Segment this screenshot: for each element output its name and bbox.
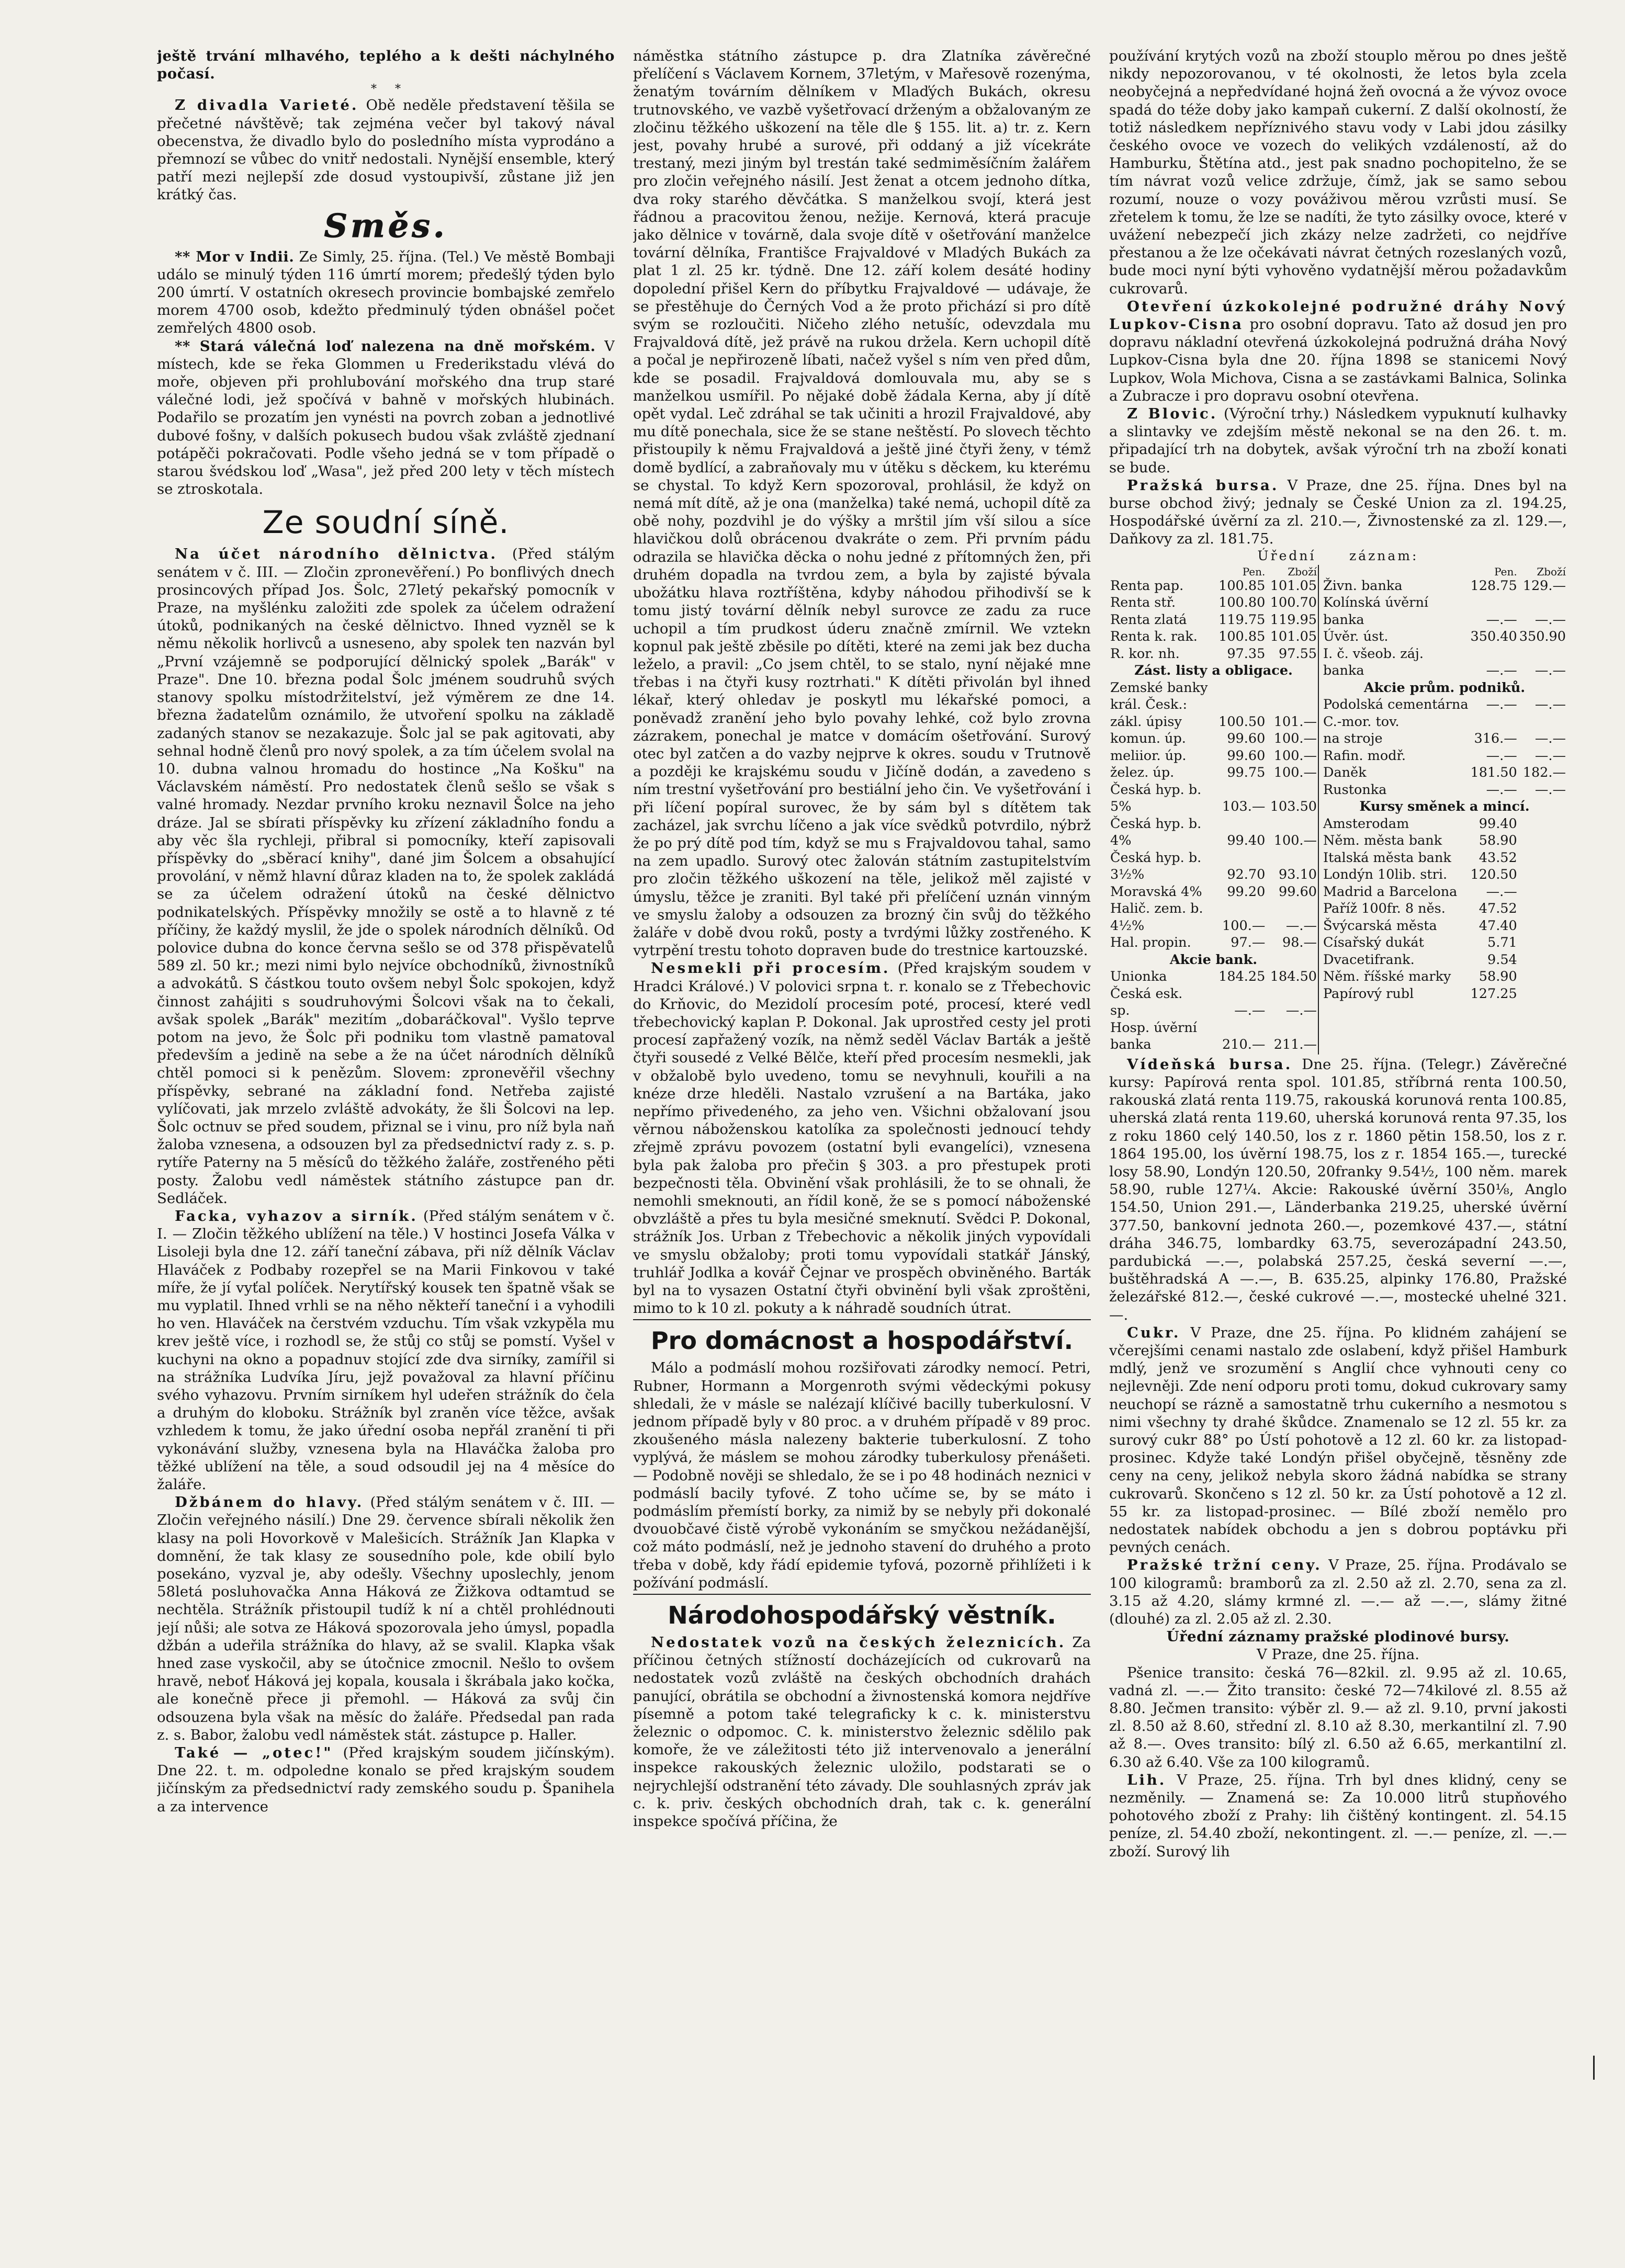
table-row <box>1322 832 1567 849</box>
table-cell-label: banka <box>1110 1037 1152 1053</box>
table-row <box>1322 764 1567 781</box>
table-cell-label: Paříž 100fr. 8 něs. <box>1323 901 1446 917</box>
table-row <box>1322 662 1567 679</box>
table-cell-label: král. Česk.: <box>1110 697 1188 713</box>
table-cell-label: meliior. úp. <box>1110 747 1187 764</box>
table-row <box>1109 713 1318 731</box>
table-cell-value: —.— <box>1534 781 1566 798</box>
table-row <box>1109 883 1318 901</box>
table-cell-value: 99.40 <box>1479 815 1517 832</box>
table-cell-label: 4% <box>1110 833 1132 849</box>
table-cell-value <box>1215 849 1267 867</box>
table-cell-value: —.— <box>1486 663 1517 679</box>
table-row <box>1109 764 1318 781</box>
table-cell-value: 100.50 <box>1218 713 1266 730</box>
table-row <box>1322 815 1567 833</box>
table-cell-label: 4½% <box>1110 917 1145 934</box>
table-cell-value: 99.60 <box>1227 747 1266 764</box>
table-cell-value: 129.— <box>1522 577 1566 594</box>
table-cell-label: Česká esk. <box>1110 985 1183 1002</box>
table-cell-label: I. č. všeob. záj. <box>1323 645 1424 662</box>
table-row <box>1322 713 1567 731</box>
table-cell-value: 316.— <box>1474 731 1517 747</box>
table-cell-label: Zemské banky <box>1110 679 1208 696</box>
table-cell-value <box>1266 696 1318 713</box>
article-court-2: Facka, vyhazov a sirník. (Před stálým senátem v č. I. — Zločin těžkého ublížení na těle.) V hostinci Josefa Válka v Lisoleji byla dne 12. září taneční zábava, při níž dělník Václav Hlaváček z Podbaby rozepřel se na Marii Finkovou v také míře, že jí vyťal políček. Nerytířský kousek ten špatně však se mu vyplatil. Ihned vrhli se na něho někteří taneční i a vyhodili ho ven. Hlaváček na čerstvém vzduchu. Tím však vzkypěla mu krev ještě více, i rozhodl se, že stůj co stůj se pomstí. Vyšel v kuchyni na okno a popadnuv stojící zde dva sirníky, zamířil si na strážníka Ludvíka Jíru, jejž považoval za hlavní příčinu svého vyhazovu. Prvním sirníkem hyl udeřen strážník do čela a druhým do kloboku. Strážník byl zraněn více těžce, avšak vzhledem k tomu, že jako úřední osoba nepřál zranění ti při vykonávání služby, vznesena byla na Hlaváčka žaloba pro těžké ublížení na těle, a soud odsoudil jej na 4 měsíce do žaláře. <box>157 1207 615 1493</box>
table-row <box>1109 798 1318 815</box>
table-row <box>1109 1002 1318 1019</box>
table-row <box>1322 866 1567 883</box>
table-cell-value: 58.90 <box>1479 833 1517 849</box>
table-cell-value: 99.75 <box>1227 765 1266 781</box>
table-row <box>1109 968 1318 985</box>
table-cell-value: 184.25 <box>1218 969 1266 985</box>
table-cell-value: —.— <box>1486 611 1517 628</box>
table-row <box>1322 696 1567 713</box>
table-row <box>1322 951 1567 969</box>
table-cell-value: —.— <box>1486 781 1517 798</box>
table-cell-label: R. kor. nh. <box>1110 645 1180 662</box>
table-row <box>1322 883 1567 901</box>
table-row <box>1322 900 1567 917</box>
bursa-table <box>1109 565 1567 1054</box>
table-row <box>1109 1036 1318 1053</box>
table-cell-label: banka <box>1323 663 1364 679</box>
table-cell-label: 3½% <box>1110 867 1145 883</box>
table-cell-value: 210.— <box>1222 1037 1266 1053</box>
table-row <box>1322 577 1567 595</box>
table-cell-value <box>1470 594 1518 611</box>
article-vozy-cont: používání krytých vozů na zboží stouplo měrou po dnes ještě nikdy nepozorovanou, v té okolnosti, že letos byla zcela neobyčejná a nepředvídané hojná žeň ovocná a že vývoz ovoce spadá do téže doby jako kampaň cukerní. Z další okolností, že totiž následkem nepříznivého stavu vody v Labi jdou zásilky českého ovoce ve vozech do velikých vzdáleností, až do Hamburku, Štětína atd., jest pak snadno pochopitelno, že se tím návrat vozů velice zdržuje, čímž, jak se samo sebou rozumí, nouze o vozy pováživou měrou vzrůsti musí. Se zřetelem k tomu, že lze se nadíti, že tyto zásilky ovoce, které v uvážení nebezpečí jich zkázy nelze zadržeti, co nejdříve přestanou a že lze očekávati návrat četných rozeslaných vozů, bude moci nyní býti vyhověno vydatnější měrou požadavkům cukrovarů. <box>1109 48 1567 297</box>
table-cell-value <box>1266 1019 1318 1037</box>
table-cell-label: Česká hyp. b. <box>1110 849 1202 866</box>
table-cell-value: 182.— <box>1522 765 1566 781</box>
table-cell-label: Česká hyp. b. <box>1110 815 1202 832</box>
table-cell-value: 47.52 <box>1479 901 1517 917</box>
table-cell-value: 99.60 <box>1227 731 1266 747</box>
article-lih: Lih. V Praze, 25. října. Trh byl dnes klidný, ceny se nezměnily. — Znamená se: Za 10.000 litrů stupňového pohotového zboží z Prahy: lih čištěný kontingent. zl. 54.15 peníze, zl. 54.40 zboží, nekontingent. zl. —.— peníze, zl. —.— zboží. Surový lih <box>1109 1771 1567 1860</box>
table-cell-value: 119.75 <box>1218 611 1266 628</box>
article-court-5: Nesmekli při procesím. (Před krajským soudem v Hradci Králové.) V polovici srpna t. r. konalo se z Třebechovic do Krňovic, do Mezidolí procesím poté, procesí, které vedl třebechovický kaplan P. Dokonal. Jak uprostřed cesty jel proti procesí zapřažený vozík, na němž seděl Václav Barták a ještě čtyři sousedé z Velké Bělče, kteří před procesím nesmekli, jak v obžalobě bylo uvedeno, tomu se nevyhnuli, kouřili a na knéze drze hleděli. Nastalo vzrušení a na Bartáka, jako nepřímo přivedeného, za jeho ven. Všichni obžalovaní jsou věrnou náboženskou katolíka za společnosti jednoucí tehdy zřejmě zprávu povozem (ostatní byli evangelíci), vznesena byla pak žaloba pro přečin § 303. a pro přestupek proti bezpečnosti těla. Obvinění však prohlásili, že to se ohnali, že nemohli smeknouti, an řídil koně, že se s pomocí náboženské obvzláště a přes tu byla mesičné smeknutí. Svědci P. Dokonal, strážník Jos. Urban z Třebechovic a několik jiných vypovídali ve smyslu obžaloby; proti tomu vypovídali statkář Jánský, truhlář Jodlka a kovář Čejnar ve prospěch obviněného. Barták byl na to vysazen Ostatní čtyři obvinění byli však zproštěni, mimo to k 10 zl. pokuty a k náhradě soudních útrat. <box>633 960 1091 1317</box>
article-plodiny: Pšenice transito: česká 76—82kil. zl. 9.95 až zl. 10.65, vadná zl. —.— Žito transito: české 72—74kilové zl. 8.55 až 8.80. Ječmen transito: výběr zl. 9.— až zl. 9.10, první jakosti zl. 8.50 až 8.60, střední zl. 8.10 až 8.30, merkantilní zl. 7.90 až 8.—. Oves transito: bílý zl. 6.50 až 6.65, merkantilní zl. 6.30 až 6.40. Vše za 100 kilogramů. <box>1109 1664 1567 1771</box>
table-cell-value: —.— <box>1534 697 1566 713</box>
table-cell-label: Hal. propin. <box>1110 935 1191 951</box>
table-row <box>1322 645 1567 663</box>
table-cell-value <box>1470 645 1518 663</box>
table-cell-label: Česká hyp. b. <box>1110 781 1202 798</box>
bursa-left-table: Pen. Zboží Renta pap. 100.85 101.05 Renta stř. 100.80 100.70 Renta zlatá 119.75 119.95 Renta k. rak. 100.85 101.05 R. kor. nh. 97.35 97.55 Zást. listy a obligace. Zemské banky král. Česk.: zákl. úpisy 100.50 101.— komun. úp. 99.60 100.— meliior. úp. 99.60 100.— želez. úp. 99.75 100.— Česká hyp. b. 5% 103.— 103.50 Česká hyp. b. 4% 99.40 100.— Česká hyp. b. 3½% 92.70 93.10 Moravská 4% 99.20 99.60 Halič. zem. b. 4½% 100.— —.— Hal. propin. 97.— 98.— Akcie bank. Unionka 184.25 184.50 Česká esk. sp. —.— —.— Hosp. úvěrní banka 210.— 211.— <box>1110 565 1317 1053</box>
table-cell-value: 99.20 <box>1227 883 1266 900</box>
table-cell-label: Rustonka <box>1323 781 1387 798</box>
column-1: ještě trvání mlhavého, teplého a k dešti náchylného počasí. * * Z divadla Varieté. Obě neděle představení těšila se přečetné návštěvě; tak zejména večer byl takový nával obecenstva, že divadlo bylo do posledního místa vyprodáno a přemnozí se vůbec do vnitř nedostali. Nynější ensemble, který patří mezi nejlepší zde dosud vystoupivší, zůstane již jen krátký čas. Směs. ** Mor v Indii. Ze Simly, 25. října. (Tel.) Ve městě Bombaji událo se minulý týden 116 úmrtí morem; předešlý týden bylo 200 úmrtí. V ostatních okresech provincie bombajské zemřelo morem 4700 osob, kdežto předminulý týden obnášel počet zemřelých 4800 osob. ** Stará válečná loď nalezena na dně mořském. V místech, kde se řeka Glommen u Frederikstadu vlévá do moře, objeven při prohlubování mořského dna trup staré válečné lodi, jež spočívá v bahně v mořských hlubinách. Podařilo se prozatím jen vynésti na povrch zoban a jednotlivé dubové fošny, v dalších pokusech budou však zvláště zjednaní potápěči pokračovati. Podle všeho jedná se v tom případě o starou švédskou loď „Wasa", jež před 200 lety v těch místech se ztroskotala. Ze soudní síně. Na účet národního dělnictva. (Před stálým senátem v č. III. — Zločin zpronevěření.) Po bonflivých dnech prosincových případ Jos. Šolc, 27letý pekařský pomocník v Praze, na myšlénku založiti zde spolek za účelem odražení útoků, podnikaných na české dělnictvo. Ihned vyzněl se k němu několik horlivců a usneseno, aby spolek ten nazván byl „První vzájemně se podporující dělnický spolek „Barák" v Praze". Dne 10. března podal Šolc jménem soudruhů svých stanovy spolku místodržitelství, jež výměrem ze dne 14. března žadatelům oznámilo, že utvoření spolku na základě zadaných stanov se nezakazuje. Šolc jal se pak agitovati, aby sehnal hodně členů pro nový spolek, a za tím účelem svolal na 10. dubna valnou hromadu do hostince „Na Košku" na Václavském náměstí. Pro nedostatek členů sešlo se však s valné hromady. Nezdar prvního kroku neznavil Šolce na jeho dráze. Jal se sbírati příspěvky ku zřízení základního fondu a aby věc šla rychleji, přibral si pomocníky, kteří zapisovali příspěvky do „sběrací knihy", dané jim Šolcem a obsahující provolání, v němž hlavní důraz kladen na to, že spolek zakládá se za účelem odražení útoků na české dělnictvo podnikatelských. Příspěvky množily se ostě a to hlavně z té příčiny, že každý myslil, že jde o spolek národních dělníků. Od polovice dubna do konce června sešlo se od 378 přispěvatelů 589 zl. 50 kr.; mezi nimi bylo nejvíce obchodníků, živnostníků a advokátů. S částkou touto ovšem nebyl Šolc spokojen, když činnost zahájiti s soudruhovými Šolcovi však na to čekali, avšak spolek „Barák" mezitím „dobaráčkoval". Vyšlo teprve potom na jevo, že Šolc při podniku tom vlastně pamatoval především a jedině na sebe a že na účet národních dělníků chtěl pomoci si k penězům. Slovem: zpronevěřil všechny příspěvky, sebrané na základní fond. Netřeba zajisté vylíčovati, jak mrzelo zvláště advokáty, že šli Šolcovi na lep. Šolc octnuv se před soudem, přiznal se i vinu, pro níž byla naň žaloba vznesena, a odsouzen byl za předsednictví rady z. s. p. rytíře Paterny na 5 měsíců do těžkého žaláře, zostřeného pěti posty. Žalobu vedl náměstek státního zástupce pan dr. Sedláček. Facka, vyhazov a sirník. (Před stálým senátem v č. I. — Zločin těžkého ublížení na těle.) V hostinci Josefa Válka v Lisoleji byla dne 12. září taneční zábava, při níž dělník Václav Hlaváček z Podbaby rozepřel se na Marii Finkovou v také míře, že jí vyťal políček. Nerytířský kousek ten špatně však se mu vyplatil. Ihned vrhli se na něho někteří taneční i a vyhodili ho ven. Hlaváček na čerstvém vzduchu. Tím však vzkypěla mu krev ještě více, i rozhodl se, že stůj co stůj se pomstí. Vyšel v kuchyni na okno a popadnuv stojící zde dva sirníky, zamířil si na strážníka Ludvíka Jíru, jejž považoval za hlavní příčinu svého vyhazovu. Prvním sirníkem hyl udeřen strážník do čela a druhým do kloboku. Strážník byl zraněn více těžce, avšak vzhledem k tomu, že jako úřední osoba nepřál zranění ti při vykonávání služby, vznesena byla na Hlaváčka žaloba pro těžké ublížení na těle, a soud odsoudil jej na 4 měsíce do žaláře. Džbánem do hlavy. (Před stálým senátem v č. III. — Zločin veřejného násilí.) Dne 29. července sbírali několik žen klasy na poli Hovorkově v Malešicích. Strážník Jan Klapka v domnění, že tak klasy ze sousedního pole, kde obilí bylo posekáno, vyzval je, aby odešly. Všechny uposlechly, jenom 58letá posluhovačka Anna Háková ze Žižkova odtamtud se nechtěla. Strážník přistoupil tudíž k ní a chtěl prohlédnouti její nůši; ale sotva ze Háková spozorovala jeho úmysl, popadla džbán a udeřila strážníka do hlavy, až se svalil. Klapka však hned zase vyskočil, aby se útočnice zmocnil. Nešlo to ovšem hravě, neboť Háková jej kopala, kousala i škrábala jako kočka, ale konečně přece ji přemohl. — Háková za svůj čin odsouzena byla však na měsíc do žaláře. Předsedal pan rada z. s. Babor, žalobu vedl náměstek stát. zástupce p. Haller. Také — „otec!" (Před krajským soudem jičínským). Dne 22. t. m. odpoledne konalo se před krajským soudem jičínským za předsednictví rady zemského soudu p. Španihela a za intervence <box>157 48 615 1815</box>
table-row <box>1322 747 1567 765</box>
table-cell-value: 43.52 <box>1479 849 1517 866</box>
section-heading-smes: Směs. <box>324 206 448 245</box>
table-row <box>1109 747 1318 765</box>
table-row <box>1109 679 1318 697</box>
table-cell-value: —.— <box>1534 663 1566 679</box>
article-blovice: Z Blovic. (Výroční trhy.) Následkem vypuknutí kulhavky a slintavky ve zdejším městě nekonal se na den 26. t. m. připadající trh na dobytek, avšak výroční trh na zboží konati se bude. <box>1109 405 1567 476</box>
table-cell-value <box>1266 679 1318 697</box>
table-cell-label: Renta zlatá <box>1110 611 1187 628</box>
table-row <box>1109 849 1318 867</box>
table-cell-value: 93.10 <box>1279 867 1317 883</box>
table-cell-label: banka <box>1323 611 1364 628</box>
article-trh: Pražské tržní ceny. V Praze, 25. října. Prodávalo se 100 kilogramů: bramborů za zl. 2.50 až zl. 2.70, sena za zl. 3.15 až 4.20, slámy krmné zl. —.— až —.—, slámy žitné (dlouhé) za zl. 2.05 až zl. 2.30. <box>1109 1557 1567 1627</box>
article-variete: Z divadla Varieté. Obě neděle představení těšila se přečetné návštěvě; tak zejména večer byl takový nával obecenstva, že divadlo bylo do posledního místa vyprodáno a přemnozí se vůbec do vnitř nedostali. Nynější ensemble, který patří mezi nejlepší zde dosud vystoupivší, zůstane již jen krátký čas. <box>157 97 615 203</box>
table-row <box>1109 577 1318 595</box>
table-cell-label: Něm. říšské marky <box>1323 969 1451 985</box>
table-cell-label: Moravská 4% <box>1110 883 1202 900</box>
table-cell-value: 103.— <box>1222 799 1266 815</box>
table-cell-label: Kolínská úvěrní <box>1323 595 1429 611</box>
table-cell-value: —.— <box>1486 883 1517 900</box>
table-row <box>1109 611 1318 629</box>
table-row <box>1109 934 1318 951</box>
table-row <box>1109 866 1318 883</box>
table-cell-label: Amsterodam <box>1323 815 1409 832</box>
table-cell-value: 97.55 <box>1279 645 1317 662</box>
article-draha: Otevření úzkokolejné podružné dráhy Nový Lupkov-Cisna pro osobní dopravu. Tato až dosud jen pro dopravu nákladní otevřená úzkokolejná podružná dráha Nový Lupkov-Cisna byla dne 20. října 1898 se stanicemi Nový Lupkov, Wola Michova, Cisna a se zastávkami Balnica, Solinka a Zubracze i pro dopravu osobní otevřena. <box>1109 298 1567 404</box>
table-cell-value: 100.— <box>1222 917 1266 934</box>
article-court-1: Na účet národního dělnictva. (Před stálým senátem v č. III. — Zločin zpronevěření.) Po bonflivých dnech prosincových případ Jos. Šolc, 27letý pekařský pomocník v Praze, na myšlénku založiti zde spolek za účelem odražení útoků, podnikaných na české dělnictvo. Ihned vyzněl se k němu několik horlivců a usneseno, aby spolek ten nazván byl „První vzájemně se podporující dělnický spolek „Barák" v Praze". Dne 10. března podal Šolc jménem soudruhů svých stanovy spolku místodržitelství, jež výměrem ze dne 14. března žadatelům oznámilo, že utvoření spolku na základě zadaných stanov se nezakazuje. Šolc jal se pak agitovati, aby sehnal hodně členů pro nový spolek, a za tím účelem svolal na 10. dubna valnou hromadu do hostince „Na Košku" na Václavském náměstí. Pro nedostatek členů sešlo se však s valné hromady. Nezdar prvního kroku neznavil Šolce na jeho dráze. Jal se sbírati příspěvky ku zřízení základního fondu a aby věc šla rychleji, přibral si pomocníky, kteří zapisovali příspěvky do „sběrací knihy", dané jim Šolcem a obsahující provolání, v němž hlavní důraz kladen na to, že spolek zakládá se za účelem odražení útoků na české dělnictvo podnikatelských. Příspěvky množily se ostě a to hlavně z té příčiny, že každý myslil, že jde o spolek národních dělníků. Od polovice dubna do konce června sešlo se od 378 přispěvatelů 589 zl. 50 kr.; mezi nimi bylo nejvíce obchodníků, živnostníků a advokátů. S částkou touto ovšem nebyl Šolc spokojen, když činnost zahájiti s soudruhovými Šolcovi však na to čekali, avšak spolek „Barák" mezitím „dobaráčkoval". Vyšlo teprve potom na jevo, že Šolc při podniku tom vlastně pamatoval především a jedině na sebe a že na účet národních dělníků chtěl pomoci si k penězům. Slovem: zpronevěřil všechny příspěvky, sebrané na základní fond. Netřeba zajisté vylíčovati, jak mrzelo zvláště advokáty, že šli Šolcovi na lep. Šolc octnuv se před soudem, přiznal se i vinu, pro níž byla naň žaloba vznesena, a odsouzen byl za předsednictví rady z. s. p. rytíře Paterny na 5 měsíců do těžkého žaláře, zostřeného pěti posty. Žalobu vedl náměstek státního zástupce pan dr. Sedláček. <box>157 546 615 1207</box>
table-cell-label: Hosp. úvěrní <box>1110 1019 1197 1036</box>
bursa-right-table: Pen. Zboží Živn. banka 128.75 129.— Kolínská úvěrní banka —.— —.— Úvěr. úst. 350.40 350.90 I. č. všeob. záj. banka —.— —.— Akcie prům. podniků. Podolská cementárna —.— —.— C.-mor. tov. na stroje 316.— —.— Rafin. modř. —.— —.— Daněk 181.50 182.— Rustonka —.— —.— Kursy směnek a mincí. Amsterodam 99.40 Něm. města bank 58.90 Italská města bank 43.52 Londýn 10lib. stri. 120.50 Madrid a Barcelona —.— Paříž 100fr. 8 něs. 47.52 Švýcarská města 47.40 Císařský dukát 5.71 Dvacetifrank. 9.54 Něm. říšské marky 58.90 Papírový rubl 127.25 <box>1323 565 1566 1002</box>
table-cell-value: 58.90 <box>1479 969 1517 985</box>
table-row <box>1109 832 1318 849</box>
table-cell-value: 128.75 <box>1470 577 1517 594</box>
table-cell-value: —.— <box>1534 731 1566 747</box>
table-cell-value: 127.25 <box>1470 985 1517 1002</box>
table-cell-label: 5% <box>1110 799 1132 815</box>
table-cell-value: 350.40 <box>1470 629 1517 645</box>
article-vozy: Nedostatek vozů na českých železnicích. Za příčinou četných stížností docházejících od cukrovarů na nedostatek vozů zvláště na českých obchodních drahách panující, obrátila se obchodní a živnostenská komora nejdříve písemně a potom také telegraficky k c. k. ministerstvu železnic o odpomoc. C. k. ministerstvo železnic sdělilo pak komoře, že ve záležitosti této již intervenovalo a jenerální inspekce rakouských železnic uložilo, podstarati se o nejrychlejší odstranění této závady. Dle souhlasných zpráv jak c. k. priv. českých obchodních drah, tak c. k. generální inspekce spočívá příčina, že <box>633 1634 1091 1830</box>
table-cell-value: 100.— <box>1273 747 1317 764</box>
table-cell-value <box>1518 594 1567 611</box>
section-heading-soud: Ze soudní síně. <box>262 504 510 541</box>
table-cell-label: Renta stř. <box>1110 595 1176 611</box>
table-cell-value: 101.05 <box>1270 629 1317 645</box>
table-row <box>1109 594 1318 611</box>
table-row <box>1109 1019 1318 1037</box>
table-cell-value: 98.— <box>1282 935 1317 951</box>
table-cell-value: 119.95 <box>1270 611 1317 628</box>
table-row <box>1322 917 1567 935</box>
table-row <box>1109 815 1318 833</box>
table-cell-value: —.— <box>1486 697 1517 713</box>
table-row <box>1109 917 1318 935</box>
table-row <box>1322 985 1567 1003</box>
table-cell-value: 92.70 <box>1227 867 1266 883</box>
table-cell-value <box>1266 900 1318 917</box>
table-cell-label: želez. úp. <box>1110 765 1175 781</box>
column-3: používání krytých vozů na zboží stouplo měrou po dnes ještě nikdy nepozorovanou, v té okolnosti, že letos byla zcela neobyčejná a nepředvídané hojná žeň ovocná a že vývoz ovoce spadá do téže doby jako kampaň cukerní. Z další okolností, že totiž následkem nepříznivého stavu vody v Labi jdou zásilky českého ovoce ve vozech do velikých vzdáleností, až do Hamburku, Štětína atd., jest pak snadno pochopitelno, že se tím návrat vozů velice zdržuje, čímž, jak se samo sebou rozumí, nouze o vozy pováživou měrou vzrůsti musí. Se zřetelem k tomu, že lze se nadíti, že tyto zásilky ovoce, které v uvážení nebezpečí jich zkázy nelze zadržeti, co nejdříve přestanou a že lze očekávati návrat četných rozeslaných vozů, bude moci nyní býti vyhověno vydatnější měrou požadavkům cukrovarů. Otevření úzkokolejné podružné dráhy Nový Lupkov-Cisna pro osobní dopravu. Tato až dosud jen pro dopravu nákladní otevřená úzkokolejná podružná dráha Nový Lupkov-Cisna byla dne 20. října 1898 se stanicemi Nový Lupkov, Wola Michova, Cisna a se zastávkami Balnica, Solinka a Zubracze i pro dopravu osobní otevřena. Z Blovic. (Výroční trhy.) Následkem vypuknutí kulhavky a slintavky ve zdejším městě nekonal se na den 26. t. m. připadající trh na dobytek, avšak výroční trh na zboží konati se bude. Pražská bursa. V Praze, dne 25. října. Dnes byl na burse obchod živý; jednaly se České Union za zl. 194.25, Hospodářské úvěrní za zl. 210.—, Živnostenské za zl. 129.—, Daňkovy za zl. 181.75. Úřední záznam: Pen. Zboží Renta pap. 100.85 101.05 Renta stř. 100.80 100.70 Renta zlatá 119.75 119.95 Renta k. rak. 100.85 101.05 R. kor. nh. 97.35 97.55 Zást. listy a obligace. Zemské banky král. Česk.: zákl. úpisy 100.50 101.— komun. úp. 99.60 100.— meliior. úp. 99.60 100.— želez. úp. 99.75 100.— Česká hyp. b. 5% 103.— 103.50 Česká hyp. b. 4% 99.40 100.— Česká hyp. b. 3½% 92.70 93.10 Moravská 4% 99.20 99.60 Halič. zem. b. 4½% 100.— —.— Hal. propin. 97.— 98.— Akcie bank. Unionka 184.25 184.50 Česká esk. sp. —.— —.— Hosp. úvěrní banka 210.— 211.— Pen. Zboží Živn. banka 128.75 129.— Kolínská úvěrní banka —.— —.— Úvěr. úst. 350.40 350.90 I. č. všeob. záj. banka —.— —.— Akcie prům. podniků. Podolská cementárna —.— —.— C.-mor. tov. na stroje 316.— —.— Rafin. modř. —.— —.— Daněk 181.50 182.— Rustonka —.— —.— Kursy směnek a mincí. Amsterodam 99.40 Něm. města bank 58.90 Italská města bank 43.52 Londýn 10lib. stri. 120.50 Madrid a Barcelona —.— Paříž 100fr. 8 něs. 47.52 Švýcarská města 47.40 Císařský dukát 5.71 Dvacetifrank. 9.54 Něm. říšské marky 58.90 Papírový rubl 127.25 Vídeňská bursa. Dne 25. října. (Telegr.) Závěrečné kursy: Papírová renta spol. 101.85, stříbrná renta 100.50, rakouská zlatá renta 119.75, rakouská korunová renta 100.85, uherská zlatá renta 119.60, uherská korunová renta 97.35, los z roku 1860 celý 140.50, los z r. 1860 pětin 158.50, los z r. 1864 195.00, los úvěrní 198.75, los z r. 1854 165.—, turecké losy 58.90, Londýn 120.50, 20franky 9.54½, 100 něm. marek 58.90, ruble 127¼. Akcie: Rakouské úvěrní 350⅛, Anglo 154.50, Union 291.—, Länderbanka 219.25, uherské úvěrní 377.50, bankovní jednota 260.—, pozemkové 437.—, státní dráha 346.75, lombardky 63.75, severozápadní 243.50, pardubická —.—, polabská 257.25, česká severní —.—, buštěhradská A —.—, B. 635.25, alpinky 176.80, Pražské železářské 812.—, české cukrové —.—, mostecké uhelné 321.—. Cukr. V Praze, dne 25. října. Po klidném zahájení se včerejšími cenami nastalo zde oslabení, když přišel Hamburk mdlý, jenž ve srozumění s Anglií chce vyhnouti ceny co nejlevněji. Zde není odporu proti tomu, dokud cukrovary samy neuchopí se rázně a samostatně trhu cukerního a nesmotou s nimi všechny ty drahé škůdce. Znamenalo se 12 zl. 55 kr. za surový cukr 88° po Ústí pohotově a 12 zl. 60 kr. za listopad-prosinec. Kdyže také Londýn přišel obyčejně, těsněny zde ceny na ceny, jelikož nebyla skoro žádná nabídka se strany cukrovarů. Skončeno s 12 zl. 50 kr. za Ústí pohotově a 12 zl. 55 kr. za listopad-prosinec. — Bílé zboží nemělo pro nedostatek nabídek obchodu a jen s dobrou poptávku při pevných cenách. Pražské tržní ceny. V Praze, 25. října. Prodávalo se 100 kilogramů: bramborů za zl. 2.50 až zl. 2.70, sena za zl. 3.15 až 4.20, slámy krmné zl. —.— až —.—, slámy žitné (dlouhé) za zl. 2.05 až zl. 2.30. Úřední záznamy pražské plodinové bursy. V Praze, dne 25. října. Pšenice transito: česká 76—82kil. zl. 9.95 až zl. 10.65, vadná zl. —.— Žito transito: české 72—74kilové zl. 8.55 až 8.80. Ječmen transito: výběr zl. 9.— až zl. 9.10, první jakosti zl. 8.50 až 8.60, střední zl. 8.10 až 8.30, merkantilní zl. 7.90 až 8.—. Oves transito: bílý zl. 6.50 až 6.65, merkantilní zl. 6.30 až 6.40. Vše za 100 kilogramů. Lih. V Praze, 25. října. Trh byl dnes klidný, ceny se nezměnily. — Znamená se: Za 10.000 litrů stupňového pohotového zboží z Prahy: lih čištěný kontingent. zl. 54.15 peníze, zl. 54.40 zboží, nekontingent. zl. —.— peníze, zl. —.— zboží. Surový lih <box>1109 47 1567 2223</box>
table-cell-value <box>1215 781 1267 799</box>
table-cell-label: Něm. města bank <box>1323 833 1442 849</box>
table-cell-value: 101.05 <box>1270 577 1317 594</box>
table-cell-label: Italská města bank <box>1323 849 1451 866</box>
article-mor: ** Mor v Indii. Ze Simly, 25. října. (Tel.) Ve městě Bombaji událo se minulý týden 116 úmrtí morem; předešlý týden bylo 200 úmrtí. V ostatních okresech provincie bombajské zemřelo morem 4700 osob, kdežto předminulý týden obnášel počet zemřelých 4800 osob. <box>157 248 615 337</box>
table-row <box>1322 611 1567 629</box>
table-cell-label: zákl. úpisy <box>1110 713 1182 730</box>
article-court-4-cont: náměstka státního zástupce p. dra Zlatníka závěrečné přelíčení s Václavem Kornem, 37letým, v Mařesově rozenýma, ženatým továrním dělníkem v Mlaďých Bukách, okresu trutnovského, ve vazbě vyšetřovací drženým a obžalovaným ze zločinu těžkého uškození na těle dle § 155. lit. a) tr. z. Kern jest, povahy hrubé a surové, při oddaný a již vícekráte trestaný, mezi jiným byl trestán také sedmiměsíčním žalářem pro zločin veřejného násilí. Jest ženat a otcem jednoho dítka, dva roky starého děvčátka. S manželkou svojí, která jest řádnou a pracovitou ženou, nežije. Kernová, která pracuje jako dělnice v továrně, dala svoje dítě v ošetřování manželce tovární dělníka, Františce Frajvaldové v Mladých Bukách za plat 1 zl. 25 kr. týdně. Dne 12. září kolem desáté hodiny dopolední přišel Kern do příbytku Frajvaldové — udávaje, že se přestěhuje do Černých Vod a že proto přichází si pro dítě svým se rozloučiti. Ničeho zlého netušíc, odevzdala mu Frajvaldová dítě, jež právě na rukou držela. Kern uchopil dítě a počal je nepřirozeně líbati, načež vyšel s ním ven před dům, kde se posadil. Frajvaldová domlouvala mu, aby se s manželkou usmířil. Po nějaké době žádala Kerna, aby jí dítě opět vydal. Leč zdráhal se tak učiniti a hrozil Frajvaldové, aby mu dítě ponechala, sice že se stane neštěstí. Po slovech těchto přistoupily k němu Frajvaldová a ještě jiné čtyři ženy, v témž domě bydlící, a zabraňovaly mu v útěku s děckem, ku kterému se chystal. To když Kern spozoroval, prohlásil, že když on nemá mít dítě, až je ona (manželka) také nemá, uchopil dítě za obě nohy, pozdvihl je do výšky a mrštil jím vší silou a síce hlavičkou dolů obrácenou dvakráte o zem. Při prvním pádu odrazila se hlavička děcka o nohu jedné z přítomných žen, při druhém dopadla na tvrdou zem, a byla by zajisté bývala ubožátku hlava roztříštěna, kdyby náhodou přihodivší se k tomu jistý tovární dělník nebyl surovce ze zadu za ruce uchopil a tím prudkost úderu značně zmírnil. We vztekn kopnul pak ještě zběsile po dítěti, které na zemi jak bez ducha leželo, a pravil: „Co jsem chtěl, to se stalo, nyní nějaké mne třebas i na čtyři kusy roztrhati." K dítěti přivolán byl ihned lékař, který ohledav je poskytl mu lékařské pomoci, a poněvadž zranění jeho bylo povahy lehké, což bylo zrovna zázrakem, ponechal je matce v domácím ošetřování. Surový otec byl zatčen a do vazby nejprve k okres. soudu v Trutnově a později ke krajskému soudu v Jičíně dodán, a zavedeno s ním trestní vyšetřování pro bestiální jeho čin. Ve vyšetřování i při líčení popíral surovec, že by sám byl s dítětem tak zacházel, jak svrchu líčeno a jak více svědků potvrdilo, nýbrž že po prý dítě pod tím, když se mu s Frajvaldovou tahal, samo na zem upadlo. Surový otec žalován státním zastupitelstvím pro zločin těžkého uškození na těle, jelikož měl zajisté v úmyslu, těžce je zraniti. Byl také při přelíčení uznán vinným ve smyslu žaloby a odsouzen za brozný čin svůj do těžkého žaláře v době dvou roků, posty a tvrdými lůžky zostřeného. K vytrpění trestu tohoto dopraven bude do trestnice kartouzské. <box>633 48 1091 959</box>
table-cell-value: —.— <box>1534 747 1566 764</box>
table-cell-value: 97.— <box>1231 935 1266 951</box>
table-cell-label: Unionka <box>1110 969 1167 985</box>
table-row <box>1322 934 1567 951</box>
table-row <box>1322 628 1567 645</box>
table-cell-value <box>1215 679 1267 697</box>
table-cell-label: sp. <box>1110 1003 1130 1019</box>
table-cell-label: na stroje <box>1323 731 1383 747</box>
page-edge-mark <box>1593 2056 1595 2080</box>
table-row <box>1322 968 1567 985</box>
table-cell-label: Podolská cementárna <box>1323 697 1469 713</box>
table-cell-label: Madrid a Barcelona <box>1323 883 1458 900</box>
table-cell-value <box>1215 696 1267 713</box>
table-cell-value <box>1215 985 1267 1003</box>
heading-plodiny: Úřední záznamy pražské plodinové bursy. <box>1166 1628 1510 1646</box>
table-cell-value: 99.60 <box>1279 883 1317 900</box>
column-2 <box>633 47 1091 2223</box>
table-cell-value <box>1215 1019 1267 1037</box>
table-cell-value: 103.50 <box>1270 799 1317 815</box>
table-cell-value: —.— <box>1234 1003 1266 1019</box>
table-row <box>1322 594 1567 611</box>
table-cell-value: 100.— <box>1273 731 1317 747</box>
table-cell-label: Renta pap. <box>1110 577 1184 594</box>
table-cell-value <box>1215 900 1267 917</box>
table-row <box>1322 849 1567 867</box>
table-cell-value: 100.80 <box>1218 595 1266 611</box>
table-cell-value: —.— <box>1285 917 1317 934</box>
table-cell-value: 100.— <box>1273 833 1317 849</box>
table-cell-value <box>1266 815 1318 833</box>
table-cell-value <box>1266 781 1318 799</box>
table-cell-label: C.-mor. tov. <box>1323 713 1400 730</box>
article-cukr: Cukr. V Praze, dne 25. října. Po klidném zahájení se včerejšími cenami nastalo zde oslabení, když přišel Hamburk mdlý, jenž ve srozumění s Anglií chce vyhnouti ceny co nejlevněji. Zde není odporu proti tomu, dokud cukrovary samy neuchopí se rázně a samostatně trhu cukerního a nesmotou s nimi všechny ty drahé škůdce. Znamenalo se 12 zl. 55 kr. za surový cukr 88° po Ústí pohotově a 12 zl. 60 kr. za listopad-prosinec. Kdyže také Londýn přišel obyčejně, těsněny zde ceny na ceny, jelikož nebyla skoro žádná nabídka se strany cukrovarů. Skončeno s 12 zl. 50 kr. za Ústí pohotově a 12 zl. 55 kr. za listopad-prosinec. — Bílé zboží nemělo pro nedostatek nabídek obchodu a jen s dobrou poptávku při pevných cenách. <box>1109 1324 1567 1556</box>
table-cell-label: Renta k. rak. <box>1110 629 1198 645</box>
table-cell-value: 99.40 <box>1227 833 1266 849</box>
table-cell-value <box>1215 815 1267 833</box>
table-cell-value: —.— <box>1534 611 1566 628</box>
table-cell-value: 211.— <box>1273 1037 1317 1053</box>
article-lod: ** Stará válečná loď nalezena na dně mořském. V místech, kde se řeka Glommen u Frederikstadu vlévá do moře, objeven při prohlubování mořského dna trup staré válečné lodi, jež spočívá v bahně v mořských hlubinách. Podařilo se prozatím jen vynésti na povrch zoban a jednotlivé dubové fošny, v dalších pokusech budou však zvláště zjednaní potápěči pokračovati. Podle všeho jedná se v tom případě o starou švédskou loď „Wasa", jež před 200 lety v těch místech se ztroskotala. <box>157 337 615 498</box>
table-cell-value: 97.35 <box>1227 645 1266 662</box>
table-row <box>1109 696 1318 713</box>
table-cell-value: —.— <box>1285 1003 1317 1019</box>
article-court-4: Také — „otec!" (Před krajským soudem jičínským). Dne 22. t. m. odpoledne konalo se před krajským soudem jičínským za předsednictví rady zemského soudu p. Španihela a za intervence <box>157 1744 615 1815</box>
table-cell-value: 100.— <box>1273 765 1317 781</box>
table-row <box>1109 645 1318 663</box>
table-cell-label: Papírový rubl <box>1323 985 1414 1002</box>
table-cell-label: Dvacetifrank. <box>1323 951 1415 968</box>
table-row <box>1109 900 1318 917</box>
table-cell-value: 47.40 <box>1479 917 1517 934</box>
table-cell-value: 9.54 <box>1487 951 1517 968</box>
article-court-3: Džbánem do hlavy. (Před stálým senátem v č. III. — Zločin veřejného násilí.) Dne 29. července sbírali několik žen klasy na poli Hovorkově v Malešicích. Strážník Jan Klapka v domnění, že tak klasy ze sousedního pole, kde obilí bylo posekáno, vyzval je, aby odešly. Všechny uposlechly, jenom 58letá posluhovačka Anna Háková ze Žižkova odtamtud se nechtěla. Strážník přistoupil tudíž k ní a chtěl prohlédnouti její nůši; ale sotva ze Háková spozorovala jeho úmysl, popadla džbán a udeřila strážníka do hlavy, až se svalil. Klapka však hned zase vyskočil, aby se útočnice zmocnil. Nešlo to ovšem hravě, neboť Háková jej kopala, kousala i škrábala jako kočka, ale konečně přece ji přemohl. — Háková za svůj čin odsouzena byla však na měsíc do žaláře. Předsedal pan rada z. s. Babor, žalobu vedl náměstek stát. zástupce p. Haller. <box>157 1494 615 1743</box>
table-cell-label: Císařský dukát <box>1323 935 1424 951</box>
table-row <box>1109 628 1318 645</box>
table-cell-label: Halič. zem. b. <box>1110 901 1203 917</box>
article-domacnost: Málo a podmáslí mohou rozšiřovati zárodky nemocí. Petri, Rubner, Hormann a Morgenroth svými vědeckými pokusy shledali, že v másle se nalézají klíčivé bacilly tuberkulosní. V jednom případě byly v 80 proc. a v druhém případě v 89 proc. zkoušeného másla nalezeny bakterie tuberkulosní. Z toho vyplývá, že máslem se mohou zárodky tuberkulosy přenášeti. — Podobně nověji se shledalo, že se i po 48 hodinách neznici v podmáslí bacily tyfové. Z toho učíme se, by se máto i podmáslím přemístí borky, za nimiž by se nebyly při dokonalé dvouobčavé čistě výrobě vykonáním se smyčkou nežádanější, což máto podmáslí, než je jednoho stavení do druhého a proto třeba v době, kdy řádí epidemie tyfová, pozorně přihlížeti i k požívání podmáslí. <box>633 1359 1091 1591</box>
table-cell-label: Rafin. modř. <box>1323 747 1406 764</box>
table-row <box>1109 985 1318 1003</box>
table-cell-value <box>1470 713 1518 731</box>
table-cell-label: Úvěr. úst. <box>1323 629 1389 645</box>
table-cell-label: Švýcarská města <box>1323 917 1437 934</box>
table-cell-value <box>1518 713 1567 731</box>
table-cell-label: Londýn 10lib. stri. <box>1323 867 1448 883</box>
table-cell-value: 181.50 <box>1470 765 1517 781</box>
article-fragment: ještě trvání mlhavého, teplého a k dešti náchylného počasí. <box>157 48 615 83</box>
table-cell-value: 101.— <box>1273 713 1317 730</box>
article-viden: Vídeňská bursa. Dne 25. října. (Telegr.) Závěrečné kursy: Papírová renta spol. 101.85, stříbrná renta 100.50, rakouská zlatá renta 119.75, rakouská korunová renta 100.85, uherská zlatá renta 119.60, uherská korunová renta 97.35, los z roku 1860 celý 140.50, los z r. 1860 pětin 158.50, los z r. 1864 195.00, los úvěrní 198.75, los z r. 1854 165.—, turecké losy 58.90, Londýn 120.50, 20franky 9.54½, 100 něm. marek 58.90, ruble 127¼. Akcie: Rakouské úvěrní 350⅛, Anglo 154.50, Union 291.—, Länderbanka 219.25, uherské úvěrní 377.50, bankovní jednota 260.—, pozemkové 437.—, státní dráha 346.75, lombardky 63.75, severozápadní 243.50, pardubická —.—, polabská 257.25, česká severní —.—, buštěhradská A —.—, B. 635.25, alpinky 176.80, Pražské železářské 812.—, české cukrové —.—, mostecké uhelné 321.—. <box>1109 1056 1567 1323</box>
table-row <box>1322 781 1567 799</box>
table-cell-value: 120.50 <box>1470 867 1517 883</box>
table-cell-value <box>1518 645 1567 663</box>
table-cell-value: 350.90 <box>1519 629 1566 645</box>
table-cell-value: 100.85 <box>1218 577 1266 594</box>
table-cell-value: 5.71 <box>1487 935 1517 951</box>
section-heading-narodohospodarsky: Národohospodářský věstník. <box>668 1601 1056 1630</box>
table-row <box>1322 730 1567 747</box>
table-cell-value: 100.70 <box>1270 595 1317 611</box>
table-cell-value: —.— <box>1486 747 1517 764</box>
article-bursa: Pražská bursa. V Praze, dne 25. října. Dnes byl na burse obchod živý; jednaly se České Union za zl. 194.25, Hospodářské úvěrní za zl. 210.—, Živnostenské za zl. 129.—, Daňkovy za zl. 181.75. <box>1109 477 1567 548</box>
section-heading-domacnost: Pro domácnost a hospodářství. <box>650 1326 1074 1355</box>
table-cell-value <box>1266 985 1318 1003</box>
table-row <box>1109 781 1318 799</box>
table-cell-label: Živn. banka <box>1323 577 1403 594</box>
table-cell-value: 184.50 <box>1270 969 1317 985</box>
table-cell-value: 100.85 <box>1218 629 1266 645</box>
table-cell-value <box>1266 849 1318 867</box>
table-cell-label: komun. úp. <box>1110 731 1186 747</box>
table-row <box>1109 730 1318 747</box>
table-cell-label: Daněk <box>1323 765 1367 781</box>
